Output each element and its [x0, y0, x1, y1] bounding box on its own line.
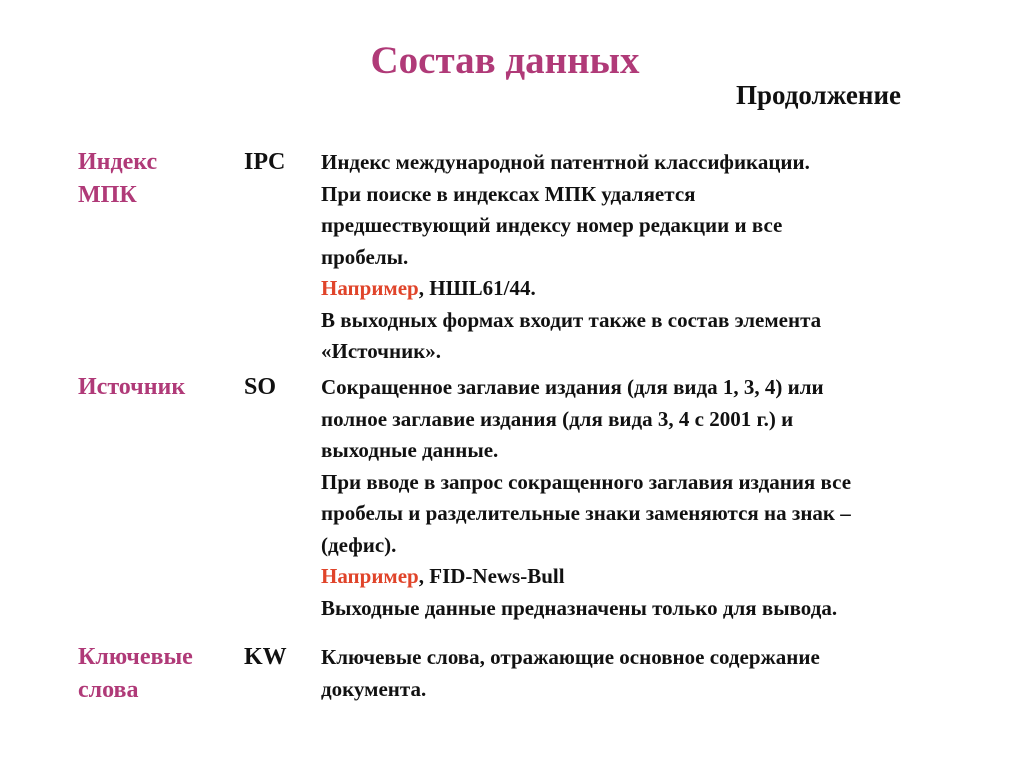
description-line: Выходные данные предназначены только для вывода.: [321, 595, 838, 620]
description-line: «Источник».: [321, 339, 442, 363]
example-value: , FID-News-Bull: [418, 564, 565, 588]
description-line: (дефис).: [321, 532, 397, 557]
description-line: Индекс международной патентной классификации.: [321, 150, 810, 174]
description-line: документа.: [321, 676, 427, 701]
field-term-line: Индекс: [78, 149, 158, 175]
field-term-line: слова: [78, 677, 139, 703]
description-line: выходные данные.: [321, 438, 499, 462]
description-line: При вводе в запрос сокращенного заглавия издания все: [321, 469, 852, 494]
description-line: предшествующий индексу номер редакции и все: [321, 213, 783, 237]
slide-title: Состав данных: [370, 39, 640, 82]
example-line: [321, 273, 1001, 305]
field-code: KW: [244, 644, 287, 670]
description-line: При поиске в индексах МПК удаляется: [321, 181, 696, 206]
field-term-line: МПК: [78, 182, 137, 208]
field-term: [78, 371, 243, 404]
description-line: пробелы.: [321, 244, 409, 269]
field-description: [321, 372, 1001, 624]
field-term: [78, 146, 243, 212]
field-term-line: Источник: [78, 374, 186, 400]
field-code: SO: [244, 374, 277, 400]
description-line: Ключевые слова, отражающие основное содержание: [321, 645, 820, 669]
field-description: [321, 642, 1001, 705]
example-line: [321, 561, 1001, 593]
description-line: В выходных формах входит также в состав элемента: [321, 307, 822, 332]
field-term: [78, 641, 243, 707]
slide-subtitle: Продолжение: [736, 80, 901, 110]
field-description: [321, 147, 1001, 368]
field-code: IPC: [244, 149, 286, 175]
field-term-line: Ключевые: [78, 644, 193, 670]
example-label: Например: [321, 564, 419, 588]
example-value: , НШL61/44.: [418, 276, 536, 300]
description-line: Сокращенное заглавие издания (для вида 1, 3, 4) или: [321, 375, 824, 399]
description-line: полное заглавие издания (для вида 3, 4 с 2001 г.) и: [321, 406, 794, 431]
description-line: пробелы и разделительные знаки заменяются на знак –: [321, 501, 851, 525]
example-label: Например: [321, 276, 419, 300]
